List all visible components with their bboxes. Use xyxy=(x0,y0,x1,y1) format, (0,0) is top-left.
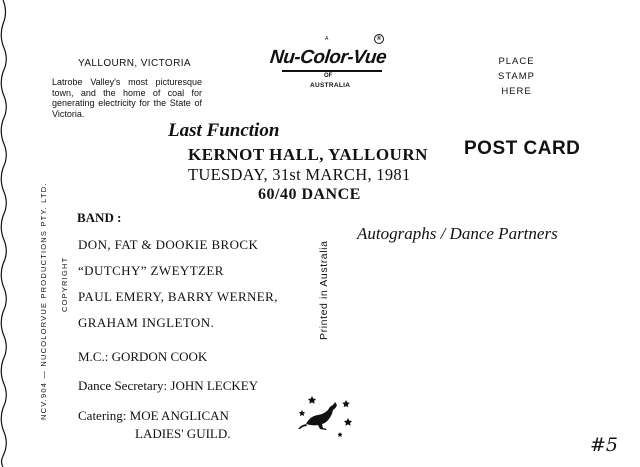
logo-underline xyxy=(282,70,382,72)
logo-country: AUSTRALIA xyxy=(310,82,351,89)
event-title: Last Function xyxy=(168,120,280,141)
printed-in-australia: Printed in Australia xyxy=(318,240,330,340)
catering-line xyxy=(78,408,229,424)
location-description: Latrobe Valley's most picturesque town, and the home of coal for generating electricity for the State of Victoria. xyxy=(52,77,202,119)
logo-mark: A xyxy=(325,36,329,42)
publisher-line: NCV.904 — NUCOLORVUE PRODUCTIONS PTY. LTD. xyxy=(39,182,48,420)
dance-secretary-line xyxy=(78,378,258,394)
event-type: 60/40 DANCE xyxy=(258,186,361,203)
copyright-label: COPYRIGHT xyxy=(60,256,69,312)
catering-line2: LADIES' GUILD. xyxy=(135,426,231,441)
postcard-label: POST CARD xyxy=(464,138,581,159)
band-member: DON, FAT & DOOKIE BROCK xyxy=(78,237,259,252)
catering-label: Catering: xyxy=(78,408,127,423)
band-member: GRAHAM INGLETON. xyxy=(78,315,215,330)
catering-line1: MOE ANGLICAN xyxy=(129,408,229,423)
autographs-heading: Autographs / Dance Partners xyxy=(357,224,558,243)
kangaroo-icon xyxy=(296,388,360,440)
stamp-box-line: HERE xyxy=(501,86,532,97)
band-member: “DUTCHY” ZWEYTZER xyxy=(78,263,224,278)
event-date: TUESDAY, 31st MARCH, 1981 xyxy=(188,165,411,184)
dance-secretary-name: JOHN LECKEY xyxy=(170,378,259,393)
band-member: PAUL EMERY, BARRY WERNER, xyxy=(78,289,278,304)
handwritten-number: #5 xyxy=(590,434,619,456)
logo-brand: Nu-Color-Vue xyxy=(268,47,388,68)
registered-icon: ® xyxy=(374,34,384,44)
stamp-box-line: PLACE xyxy=(498,56,535,67)
torn-left-edge xyxy=(0,0,14,467)
stamp-box xyxy=(498,54,535,99)
logo-of: OF xyxy=(324,73,333,79)
nu-color-vue-logo xyxy=(268,36,390,92)
dance-secretary-label: Dance Secretary: xyxy=(78,378,168,393)
mc-line: M.C.: GORDON COOK xyxy=(78,349,208,364)
location-heading: YALLOURN, VICTORIA xyxy=(78,58,191,69)
event-venue: KERNOT HALL, YALLOURN xyxy=(188,145,428,164)
band-label: BAND : xyxy=(77,210,122,225)
stamp-box-line: STAMP xyxy=(498,71,536,82)
